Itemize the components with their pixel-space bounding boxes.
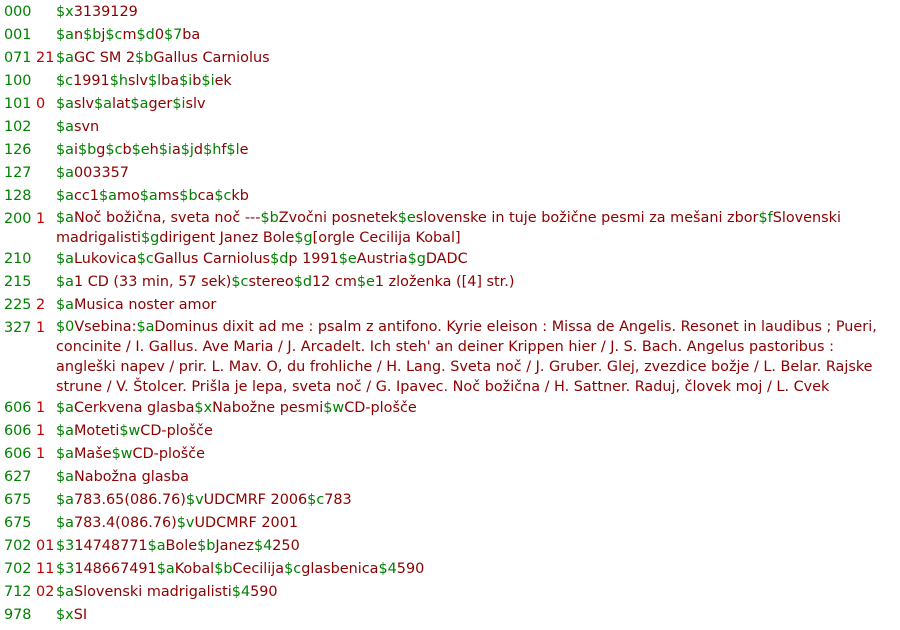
- subfield-value: Nabožne pesmi: [212, 400, 324, 416]
- tag-number: 071: [4, 50, 32, 66]
- field-row-675: [0, 489, 900, 512]
- field-row-071: [0, 47, 900, 70]
- subfield-value: CD-plošče: [344, 400, 417, 416]
- field-row-126: [0, 139, 900, 162]
- field-row-702: [0, 558, 900, 581]
- subfield-code: $x: [56, 4, 74, 20]
- field-tag: [4, 512, 31, 535]
- subfield-value: 1 zloženka ([4] str.): [374, 274, 515, 290]
- subfield-code: $g: [407, 251, 426, 267]
- subfield-code: $b: [83, 27, 102, 43]
- subfield-value: cc1: [73, 188, 99, 204]
- subfield-value: mo: [116, 188, 140, 204]
- tag-number: 712: [4, 584, 32, 600]
- tag-number: 702: [4, 561, 32, 577]
- subfield-value: Gallus Carniolus: [153, 50, 270, 66]
- field-tag: [4, 443, 45, 466]
- subfield-value: ek: [214, 73, 232, 89]
- subfield-value: i: [73, 142, 78, 158]
- subfield-code: $b: [135, 50, 154, 66]
- field-row-675: [0, 512, 900, 535]
- field-row-100: [0, 70, 900, 93]
- subfield-value: 3139129: [73, 4, 138, 20]
- subfield-value: 250: [272, 538, 300, 554]
- field-content: [56, 271, 900, 294]
- subfield-code: $7: [163, 27, 183, 43]
- subfield-value: d: [193, 142, 204, 158]
- subfield-code: $3: [56, 538, 75, 554]
- tag-number: 606: [4, 446, 32, 462]
- subfield-code: $g: [294, 230, 313, 246]
- field-tag: [4, 116, 31, 139]
- subfield-code: $d: [136, 27, 155, 43]
- field-content: [56, 294, 900, 317]
- tag-number: 127: [4, 165, 32, 181]
- field-row-327: [0, 317, 900, 397]
- subfield-value: ms: [157, 188, 180, 204]
- field-content: [56, 558, 900, 581]
- field-tag: [4, 70, 31, 93]
- subfield-value: f: [221, 142, 227, 158]
- tag-number: 627: [4, 469, 32, 485]
- field-content: [56, 70, 900, 93]
- subfield-code: $l: [148, 73, 162, 89]
- tag-number: 327: [4, 320, 32, 336]
- subfield-value: 0: [154, 27, 164, 43]
- subfield-value: Slovenski madrigalisti: [56, 210, 841, 246]
- tag-number: 200: [4, 211, 32, 227]
- subfield-value: Cecilija: [232, 561, 285, 577]
- field-tag: [4, 24, 31, 47]
- field-tag: [4, 420, 45, 443]
- subfield-code: $c: [307, 492, 325, 508]
- subfield-value: lat: [111, 96, 131, 112]
- subfield-code: $a: [94, 96, 112, 112]
- subfield-value: Lukovica: [73, 251, 137, 267]
- field-row-225: [0, 294, 900, 317]
- field-content: [56, 420, 900, 443]
- field-row-200: [0, 208, 900, 248]
- subfield-code: $a: [56, 492, 74, 508]
- field-row-712: [0, 581, 900, 604]
- subfield-value: [orgle Cecilija Kobal]: [312, 230, 461, 246]
- subfield-value: slv: [127, 73, 148, 89]
- subfield-value: Maše: [73, 446, 112, 462]
- subfield-value: 14748771: [74, 538, 148, 554]
- subfield-code: $w: [111, 446, 133, 462]
- indicator: 1: [36, 320, 46, 336]
- field-row-101: [0, 93, 900, 116]
- subfield-value: DADC: [425, 251, 468, 267]
- tag-number: 606: [4, 423, 32, 439]
- field-tag: [4, 317, 45, 340]
- subfield-code: $a: [56, 50, 74, 66]
- subfield-code: $a: [56, 423, 74, 439]
- subfield-code: $a: [56, 469, 74, 485]
- subfield-value: Kobal: [174, 561, 215, 577]
- subfield-code: $b: [260, 210, 279, 226]
- field-tag: [4, 93, 45, 116]
- field-row-702: [0, 535, 900, 558]
- subfield-value: 003357: [73, 165, 129, 181]
- subfield-code: $w: [119, 423, 141, 439]
- field-content: [56, 1, 900, 24]
- subfield-value: ba: [161, 73, 180, 89]
- field-row-606: [0, 420, 900, 443]
- subfield-code: $i: [158, 142, 172, 158]
- subfield-code: $h: [109, 73, 128, 89]
- subfield-code: $4: [231, 584, 251, 600]
- field-content: [56, 581, 900, 604]
- field-content: [56, 116, 900, 139]
- subfield-value: CD-plošče: [140, 423, 213, 439]
- subfield-code: $a: [56, 165, 74, 181]
- subfield-value: CD-plošče: [132, 446, 206, 462]
- field-content: [56, 93, 900, 116]
- subfield-code: $c: [136, 251, 154, 267]
- subfield-value: 783.65(086.76): [73, 492, 186, 508]
- subfield-value: Nabožna glasba: [73, 469, 189, 485]
- subfield-code: $a: [56, 297, 74, 313]
- subfield-value: stereo: [248, 274, 294, 290]
- field-tag: [4, 271, 31, 294]
- tag-number: 215: [4, 274, 32, 290]
- subfield-code: $c: [105, 142, 123, 158]
- subfield-value: n: [73, 27, 84, 43]
- field-row-210: [0, 248, 900, 271]
- subfield-code: $a: [136, 319, 155, 335]
- field-row-215: [0, 271, 900, 294]
- subfield-code: $v: [185, 492, 204, 508]
- subfield-code: $g: [140, 230, 160, 246]
- field-tag: [4, 397, 45, 420]
- subfield-code: $a: [98, 188, 117, 204]
- subfield-value: a: [171, 142, 181, 158]
- field-row-606: [0, 397, 900, 420]
- subfield-code: $c: [56, 73, 74, 89]
- subfield-code: $e: [397, 210, 416, 226]
- field-row-127: [0, 162, 900, 185]
- subfield-value: slv: [185, 96, 206, 112]
- indicator: 1: [36, 211, 46, 227]
- field-tag: [4, 1, 31, 24]
- indicator: 2: [36, 297, 46, 313]
- subfield-code: $e: [131, 142, 150, 158]
- subfield-value: svn: [73, 119, 100, 135]
- subfield-value: slv: [73, 96, 94, 112]
- subfield-code: $b: [77, 142, 97, 158]
- subfield-value: ca: [197, 188, 215, 204]
- subfield-value: ba: [182, 27, 201, 43]
- subfield-code: $i: [179, 73, 193, 89]
- subfield-code: $c: [231, 274, 249, 290]
- tag-number: 702: [4, 538, 32, 554]
- field-content: [56, 489, 900, 512]
- indicator: 02: [36, 584, 55, 600]
- field-content: [56, 248, 900, 271]
- subfield-code: $d: [270, 251, 289, 267]
- tag-number: 128: [4, 188, 32, 204]
- subfield-value: Vsebina:: [74, 319, 137, 335]
- subfield-value: p 1991: [288, 251, 339, 267]
- tag-number: 126: [4, 142, 32, 158]
- field-row-001: [0, 24, 900, 47]
- subfield-value: Gallus Carniolus: [153, 251, 271, 267]
- subfield-value: 1991: [73, 73, 110, 89]
- subfield-value: g: [96, 142, 106, 158]
- subfield-value: Musica noster amor: [73, 297, 217, 313]
- subfield-value: e: [239, 142, 249, 158]
- subfield-code: $c: [284, 561, 302, 577]
- field-content: [56, 317, 900, 397]
- subfield-value: GC SM 2: [73, 50, 136, 66]
- subfield-code: $a: [56, 446, 74, 462]
- subfield-code: $a: [139, 188, 158, 204]
- subfield-code: $f: [758, 210, 773, 226]
- subfield-code: $a: [56, 142, 74, 158]
- field-content: [56, 397, 900, 420]
- indicator: 21: [36, 50, 55, 66]
- subfield-value: Zvočni posnetek: [278, 210, 398, 226]
- subfield-value: j: [101, 27, 106, 43]
- field-row-606: [0, 443, 900, 466]
- subfield-code: $a: [56, 188, 74, 204]
- subfield-code: $a: [56, 515, 74, 531]
- tag-number: 001: [4, 27, 32, 43]
- subfield-code: $a: [56, 119, 74, 135]
- subfield-code: $a: [56, 27, 74, 43]
- subfield-code: $a: [56, 210, 74, 226]
- field-row-000: [0, 1, 900, 24]
- subfield-code: $j: [180, 142, 194, 158]
- subfield-value: Noč božična, sveta noč ---: [73, 210, 261, 226]
- field-tag: [4, 558, 54, 581]
- field-tag: [4, 294, 45, 317]
- field-tag: [4, 47, 54, 70]
- subfield-code: $c: [105, 27, 123, 43]
- tag-number: 225: [4, 297, 32, 313]
- subfield-value: Slovenski madrigalisti: [73, 584, 232, 600]
- subfield-code: $i: [201, 73, 215, 89]
- field-tag: [4, 139, 31, 162]
- field-content: [56, 162, 900, 185]
- tag-number: 210: [4, 251, 32, 267]
- tag-number: 606: [4, 400, 32, 416]
- field-row-978: [0, 604, 900, 627]
- subfield-code: $v: [176, 515, 195, 531]
- indicator: 0: [36, 96, 46, 112]
- field-tag: [4, 489, 31, 512]
- subfield-value: 1 CD (33 min, 57 sek): [73, 274, 232, 290]
- field-content: [56, 139, 900, 162]
- subfield-code: $x: [194, 400, 213, 416]
- subfield-code: $d: [293, 274, 313, 290]
- field-row-128: [0, 185, 900, 208]
- subfield-value: Moteti: [73, 423, 120, 439]
- subfield-value: 590: [250, 584, 278, 600]
- field-tag: [4, 535, 54, 558]
- subfield-code: $b: [214, 561, 233, 577]
- subfield-code: $e: [356, 274, 375, 290]
- indicator: 1: [36, 423, 46, 439]
- field-tag: [4, 162, 31, 185]
- subfield-value: b: [122, 142, 132, 158]
- field-content: [56, 47, 900, 70]
- field-content: [56, 208, 900, 248]
- field-content: [56, 604, 900, 627]
- subfield-value: Cerkvena glasba: [73, 400, 195, 416]
- subfield-code: $c: [214, 188, 232, 204]
- subfield-code: $4: [253, 538, 273, 554]
- subfield-code: $b: [179, 188, 198, 204]
- subfield-code: $a: [56, 96, 74, 112]
- subfield-value: slovenske in tuje božične pesmi za mešani zbor: [415, 210, 759, 226]
- tag-number: 675: [4, 492, 32, 508]
- subfield-code: $3: [56, 561, 75, 577]
- subfield-value: m: [122, 27, 137, 43]
- subfield-value: 590: [396, 561, 425, 577]
- subfield-code: $a: [56, 584, 74, 600]
- subfield-value: Austria: [356, 251, 408, 267]
- field-content: [56, 512, 900, 535]
- subfield-code: $a: [156, 561, 175, 577]
- subfield-code: $a: [56, 274, 74, 290]
- tag-number: 978: [4, 607, 32, 623]
- subfield-code: $i: [172, 96, 186, 112]
- field-tag: [4, 208, 45, 231]
- subfield-code: $b: [197, 538, 216, 554]
- subfield-code: $h: [203, 142, 222, 158]
- field-content: [56, 185, 900, 208]
- subfield-value: UDCMRF 2001: [194, 515, 299, 531]
- subfield-code: $a: [147, 538, 166, 554]
- field-tag: [4, 581, 54, 604]
- subfield-code: $l: [226, 142, 240, 158]
- indicator: 11: [36, 561, 55, 577]
- subfield-value: dirigent Janez Bole: [159, 230, 295, 246]
- subfield-value: 148667491: [74, 561, 157, 577]
- tag-number: 000: [4, 4, 32, 20]
- subfield-value: kb: [231, 188, 249, 204]
- indicator: 01: [36, 538, 55, 554]
- field-tag: [4, 248, 31, 271]
- subfield-value: Janez: [215, 538, 254, 554]
- subfield-value: h: [149, 142, 159, 158]
- field-content: [56, 443, 900, 466]
- tag-number: 101: [4, 96, 32, 112]
- subfield-value: UDCMRF 2006: [203, 492, 308, 508]
- subfield-code: $a: [130, 96, 149, 112]
- subfield-code: $0: [56, 319, 75, 335]
- subfield-value: Bole: [165, 538, 198, 554]
- tag-number: 100: [4, 73, 32, 89]
- subfield-value: b: [192, 73, 202, 89]
- tag-number: 102: [4, 119, 32, 135]
- field-tag: [4, 466, 31, 489]
- subfield-value: ger: [148, 96, 173, 112]
- field-content: [56, 535, 900, 558]
- subfield-value: Dominus dixit ad me : psalm z antifono. Kyrie eleison : Missa de Angelis. Resonet in laudibus ; Pueri, concinite / I. Gallus. Ave Maria / J. Arcadelt. Ich steh' an deiner Krippen hier / J. S. Bach. Angelus pastoribus : angleški napev / prir. L. Mav. O, du frohliche / H. Lang. Sveta noč / J. Gruber. Glej, zvezdice božje / L. Belar. Rajske strune / V. Štolcer. Prišla je lepa, sveta noč / G. Ipavec. Noč božična / H. Sattner. Raduj, človek moj / L. Cvek: [56, 319, 877, 395]
- field-tag: [4, 604, 31, 627]
- subfield-value: 12 cm: [312, 274, 357, 290]
- field-tag: [4, 185, 31, 208]
- subfield-code: $x: [56, 607, 74, 623]
- indicator: 1: [36, 400, 46, 416]
- field-row-627: [0, 466, 900, 489]
- indicator: 1: [36, 446, 46, 462]
- subfield-value: SI: [73, 607, 88, 623]
- subfield-code: $e: [338, 251, 357, 267]
- field-content: [56, 24, 900, 47]
- subfield-value: 783: [324, 492, 352, 508]
- subfield-code: $a: [56, 400, 74, 416]
- subfield-value: glasbenica: [301, 561, 379, 577]
- tag-number: 675: [4, 515, 32, 531]
- subfield-code: $4: [378, 561, 397, 577]
- subfield-code: $a: [56, 251, 74, 267]
- subfield-code: $w: [323, 400, 345, 416]
- subfield-value: 783.4(086.76): [73, 515, 177, 531]
- field-row-102: [0, 116, 900, 139]
- field-content: [56, 466, 900, 489]
